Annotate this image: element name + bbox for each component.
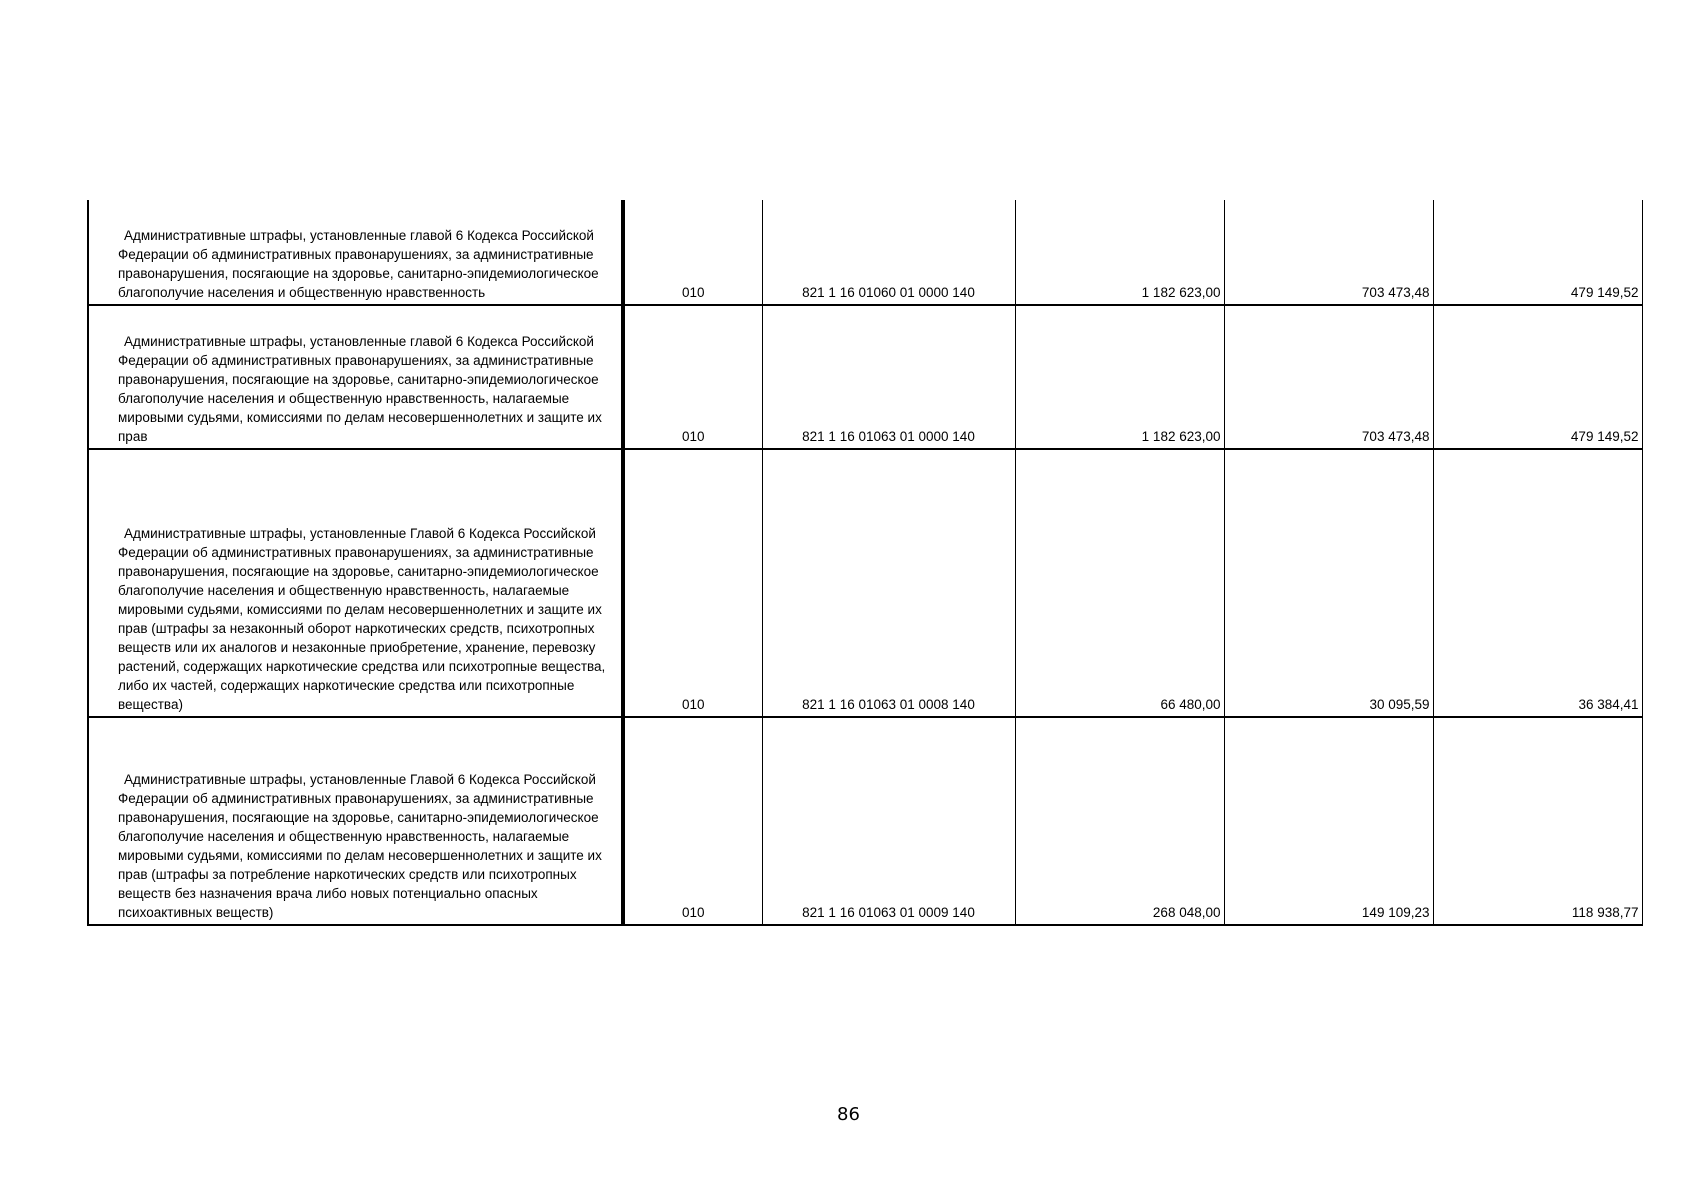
executed-amount-cell: 30 095,59 bbox=[1224, 449, 1433, 717]
approved-amount-cell: 66 480,00 bbox=[1015, 449, 1224, 717]
approved-amount-cell: 1 182 623,00 bbox=[1015, 305, 1224, 449]
line-code-cell: 010 bbox=[623, 449, 762, 717]
report-sheet bbox=[87, 200, 1640, 926]
income-name-cell: Административные штрафы, установленные Главой 6 Кодекса Российской Федерации об административных правонарушениях, за административные правонарушения, посягающие на здоровье, санитарно-эпидемиологическое благополучие населения и общественную нравственность, налагаемые мировыми судьями, комиссиями по делам несовершеннолетних и защите их прав (штрафы за незаконный оборот наркотических средств, психотропных веществ или их аналогов и незаконные приобретение, хранение, перевозку растений, содержащих наркотические средства или психотропные вещества, либо их частей, содержащих наркотические средства или психотропные вещества) bbox=[88, 449, 623, 717]
revenue-table bbox=[87, 200, 1643, 926]
budget-code-cell: 821 1 16 01060 01 0000 140 bbox=[762, 200, 1015, 305]
income-name-cell: Административные штрафы, установленные Главой 6 Кодекса Российской Федерации об административных правонарушениях, за административные правонарушения, посягающие на здоровье, санитарно-эпидемиологическое благополучие населения и общественную нравственность, налагаемые мировыми судьями, комиссиями по делам несовершеннолетних и защите их прав (штрафы за потребление наркотических средств или психотропных веществ без назначения врача либо новых потенциально опасных психоактивных веществ) bbox=[88, 717, 623, 925]
budget-code-cell: 821 1 16 01063 01 0008 140 bbox=[762, 449, 1015, 717]
line-code-cell: 010 bbox=[623, 200, 762, 305]
remaining-amount-cell: 118 938,77 bbox=[1433, 717, 1642, 925]
table-row bbox=[88, 305, 1642, 449]
approved-amount-cell: 268 048,00 bbox=[1015, 717, 1224, 925]
table-row bbox=[88, 200, 1642, 305]
line-code-cell: 010 bbox=[623, 305, 762, 449]
executed-amount-cell: 703 473,48 bbox=[1224, 305, 1433, 449]
approved-amount-cell: 1 182 623,00 bbox=[1015, 200, 1224, 305]
income-name-cell: Административные штрафы, установленные главой 6 Кодекса Российской Федерации об административных правонарушениях, за административные правонарушения, посягающие на здоровье, санитарно-эпидемиологическое благополучие населения и общественную нравственность bbox=[88, 200, 623, 305]
remaining-amount-cell: 479 149,52 bbox=[1433, 200, 1642, 305]
income-name-cell: Административные штрафы, установленные главой 6 Кодекса Российской Федерации об административных правонарушениях, за административные правонарушения, посягающие на здоровье, санитарно-эпидемиологическое благополучие населения и общественную нравственность, налагаемые мировыми судьями, комиссиями по делам несовершеннолетних и защите их прав bbox=[88, 305, 623, 449]
executed-amount-cell: 703 473,48 bbox=[1224, 200, 1433, 305]
executed-amount-cell: 149 109,23 bbox=[1224, 717, 1433, 925]
budget-code-cell: 821 1 16 01063 01 0009 140 bbox=[762, 717, 1015, 925]
table-row bbox=[88, 717, 1642, 925]
budget-code-cell: 821 1 16 01063 01 0000 140 bbox=[762, 305, 1015, 449]
line-code-cell: 010 bbox=[623, 717, 762, 925]
table-row bbox=[88, 449, 1642, 717]
remaining-amount-cell: 36 384,41 bbox=[1433, 449, 1642, 717]
page-number: 86 bbox=[837, 1104, 860, 1125]
remaining-amount-cell: 479 149,52 bbox=[1433, 305, 1642, 449]
